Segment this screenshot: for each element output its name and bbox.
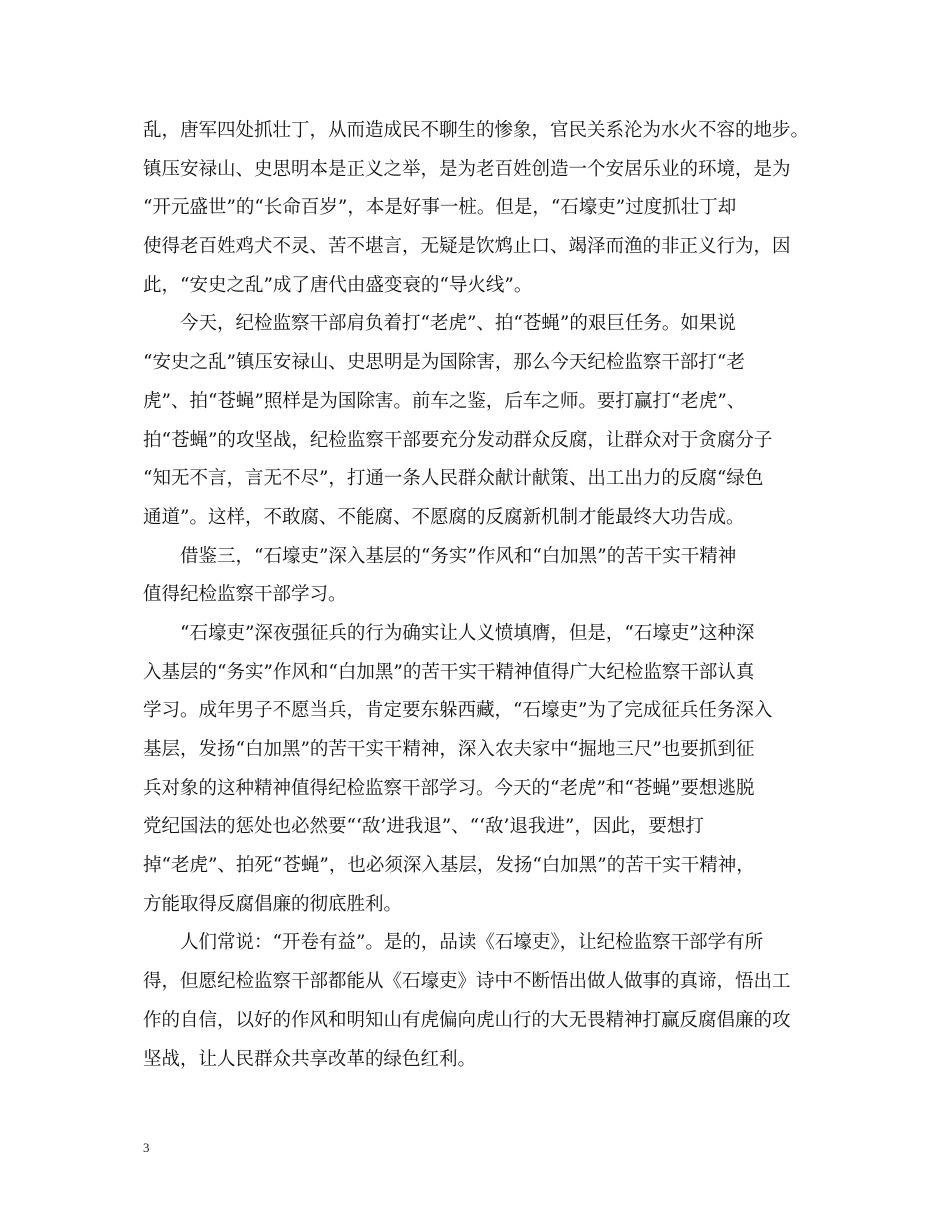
text-line: 镇压安禄山、史思明本是正义之举，是为老百姓创造一个安居乐业的环境，是为: [143, 158, 791, 180]
paragraph-first-line: 今天，纪检监察干部肩负着打“老虎”、拍“苍蝇”的艰巨任务。如果说: [180, 313, 736, 335]
text-line: 乱，唐军四处抓壮丁，从而造成民不聊生的惨象，官民关系沦为水火不容的地步。: [143, 120, 810, 141]
text-line: 入基层的“务实”作风和“白加黑”的苦干实干精神值得广大纪检监察干部认真: [143, 661, 755, 683]
text-line: “开元盛世”的“长命百岁”，本是好事一桩。但是，“石壕吏”过度抓壮丁却: [143, 197, 737, 219]
text-line: 坚战，让人民群众共享改革的绿色红利。: [143, 1048, 477, 1070]
text-line: 得，但愿纪检监察干部都能从《石壕吏》诗中不断悟出做人做事的真谛，悟出工: [143, 971, 791, 993]
text-line: 使得老百姓鸡犬不灵、苦不堪言，无疑是饮鸩止口、竭泽而渔的非正义行为，因: [143, 236, 791, 258]
text-line: 值得纪检监察干部学习。: [143, 584, 347, 606]
text-line: “知无不言，言无不尽”，打通一条人民群众献计献策、出工出力的反腐“绿色: [143, 468, 764, 490]
text-line: “安史之乱”镇压安禄山、史思明是为国除害，那么今天纪检监察干部打“老: [143, 352, 745, 374]
page-number: 3: [143, 1140, 150, 1155]
text-line: 基层，发扬“白加黑”的苦干实干精神，深入农夫家中“掘地三尺”也要抓到征: [143, 739, 755, 760]
text-line: 方能取得反腐倡廉的彻底胜利。: [143, 893, 403, 915]
text-line: 作的自信，以好的作风和明知山有虎偏向虎山行的大无畏精神打赢反腐倡廉的攻: [143, 1009, 791, 1031]
text-line: 通道”。这样，不敢腐、不能腐、不愿腐的反腐新机制才能最终大功告成。: [143, 506, 745, 528]
text-line: 此，“安史之乱”成了唐代由盛变衰的“导火线”。: [143, 274, 533, 296]
text-line: 虎”、拍“苍蝇”照样是为国除害。前车之鉴，后车之师。要打赢打“老虎”、: [143, 390, 746, 412]
paragraph-first-line: 借鉴三，“石壕吏”深入基层的“务实”作风和“白加黑”的苦干实干精神: [180, 545, 737, 567]
text-line: 学习。成年男子不愿当兵，肯定要东躲西藏，“石壕吏”为了完成征兵任务深入: [143, 700, 773, 722]
paragraph-first-line: “石壕吏”深夜强征兵的行为确实让人义愤填膺，但是，“石壕吏”这种深: [180, 622, 755, 644]
text-line: 兵对象的这种精神值得纪检监察干部学习。今天的“老虎”和“苍蝇”要想逃脱: [143, 777, 755, 799]
text-line: 党纪国法的惩处也必然要“‘敌’进我退”、“‘敌’退我进”，因此，要想打: [143, 816, 704, 838]
text-line: 掉“老虎”、拍死“苍蝇”，也必须深入基层，发扬“白加黑”的苦干实干精神，: [143, 855, 755, 877]
paragraph-first-line: 人们常说：“开卷有益”。是的，品读《石壕吏》，让纪检监察干部学有所: [180, 932, 764, 954]
text-line: 拍“苍蝇”的攻坚战，纪检监察干部要充分发动群众反腐，让群众对于贪腐分子: [143, 429, 773, 451]
document-body: [143, 112, 823, 1079]
